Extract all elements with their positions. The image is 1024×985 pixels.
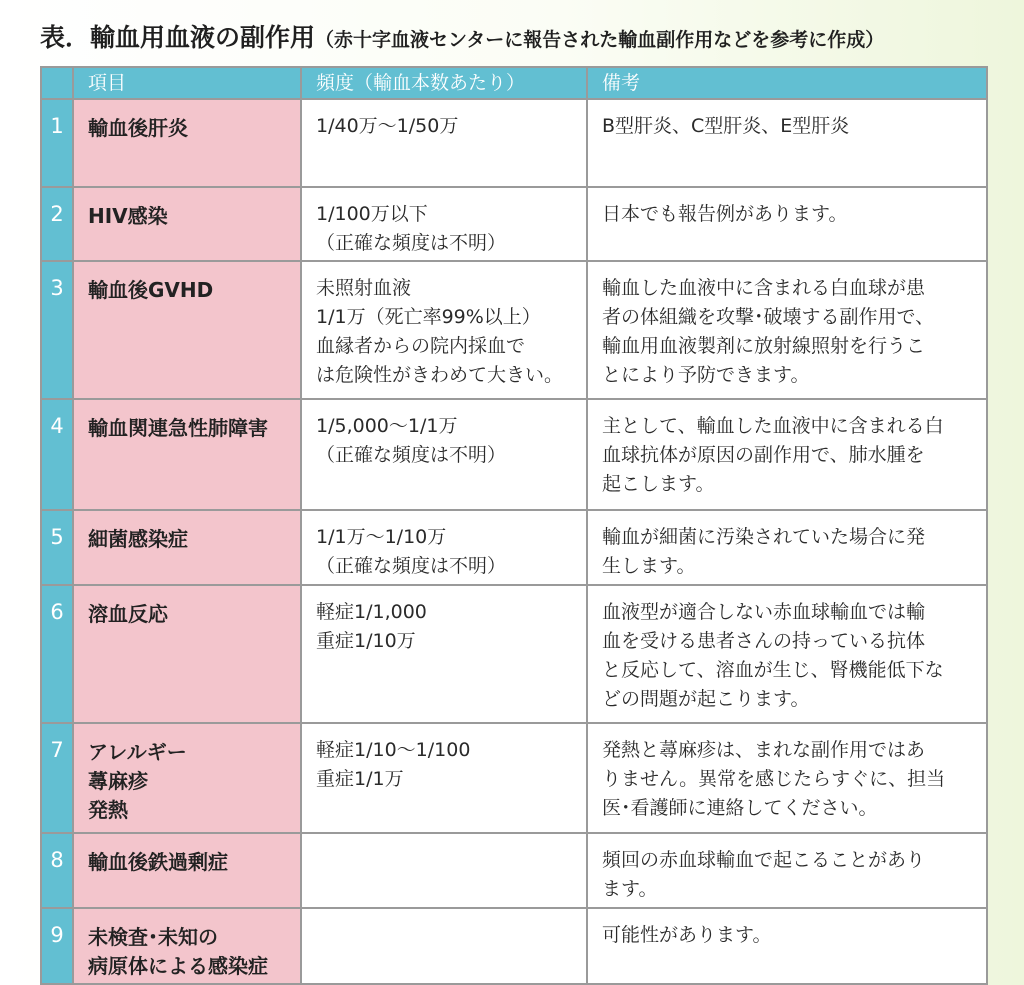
row-frequency: 1/5,000〜1/1万 （正確な頻度は不明） — [301, 399, 587, 510]
header-frequency: 頻度（輸血本数あたり） — [301, 67, 587, 99]
table-row — [41, 723, 987, 833]
table-row — [41, 585, 987, 723]
row-frequency: 1/1万〜1/10万 （正確な頻度は不明） — [301, 510, 587, 585]
row-note: 輸血した血液中に含まれる白血球が患 者の体組織を攻撃･破壊する副作用で、 輸血用血液製剤に放射線照射を行うこ とにより予防できます。 — [587, 261, 987, 399]
row-item: 未検査･未知の 病原体による感染症 — [73, 908, 301, 984]
row-note: B型肝炎、C型肝炎、E型肝炎 — [587, 99, 987, 187]
row-note: 主として、輸血した血液中に含まれる白 血球抗体が原因の副作用で、肺水腫を 起こします。 — [587, 399, 987, 510]
row-note: 日本でも報告例があります。 — [587, 187, 987, 261]
row-item: 溶血反応 — [73, 585, 301, 723]
table-row — [41, 510, 987, 585]
table-row — [41, 99, 987, 187]
table-row — [41, 261, 987, 399]
table-row — [41, 399, 987, 510]
row-number: 8 — [41, 833, 73, 908]
row-frequency: 軽症1/1,000 重症1/10万 — [301, 585, 587, 723]
table-row — [41, 187, 987, 261]
row-item: 輸血後鉄過剰症 — [73, 833, 301, 908]
row-number: 1 — [41, 99, 73, 187]
header-num — [41, 67, 73, 99]
table-title — [40, 18, 884, 54]
row-item: HIV感染 — [73, 187, 301, 261]
row-number: 2 — [41, 187, 73, 261]
header-notes: 備考 — [587, 67, 987, 99]
table-row — [41, 833, 987, 908]
side-effects-table — [40, 66, 988, 985]
title-sub: （赤十字血液センターに報告された輸血副作用などを参考に作成） — [315, 29, 885, 51]
row-frequency: 1/40万〜1/50万 — [301, 99, 587, 187]
row-note: 輸血が細菌に汚染されていた場合に発 生します。 — [587, 510, 987, 585]
row-note: 発熱と蕁麻疹は、まれな副作用ではあ りません。異常を感じたらすぐに、担当 医･看護師に連絡してください。 — [587, 723, 987, 833]
row-item: 輸血後肝炎 — [73, 99, 301, 187]
row-item: 細菌感染症 — [73, 510, 301, 585]
row-frequency — [301, 833, 587, 908]
row-number: 4 — [41, 399, 73, 510]
row-number: 6 — [41, 585, 73, 723]
row-frequency: 軽症1/10〜1/100 重症1/1万 — [301, 723, 587, 833]
row-number: 3 — [41, 261, 73, 399]
header-item: 項目 — [73, 67, 301, 99]
row-item: 輸血後GVHD — [73, 261, 301, 399]
row-number: 7 — [41, 723, 73, 833]
table-row — [41, 908, 987, 984]
row-note: 血液型が適合しない赤血球輸血では輸 血を受ける患者さんの持っている抗体 と反応して、溶血が生じ、腎機能低下な どの問題が起こります。 — [587, 585, 987, 723]
row-item: アレルギー 蕁麻疹 発熱 — [73, 723, 301, 833]
row-number: 5 — [41, 510, 73, 585]
title-main: 表．輸血用血液の副作用 — [40, 23, 316, 52]
row-frequency: 未照射血液 1/1万（死亡率99%以上） 血縁者からの院内採血で は危険性がきわめて大きい。 — [301, 261, 587, 399]
table-header-row — [41, 67, 987, 99]
row-frequency — [301, 908, 587, 984]
row-note: 頻回の赤血球輸血で起こることがあり ます。 — [587, 833, 987, 908]
row-number: 9 — [41, 908, 73, 984]
row-frequency: 1/100万以下 （正確な頻度は不明） — [301, 187, 587, 261]
row-note: 可能性があります。 — [587, 908, 987, 984]
row-item: 輸血関連急性肺障害 — [73, 399, 301, 510]
